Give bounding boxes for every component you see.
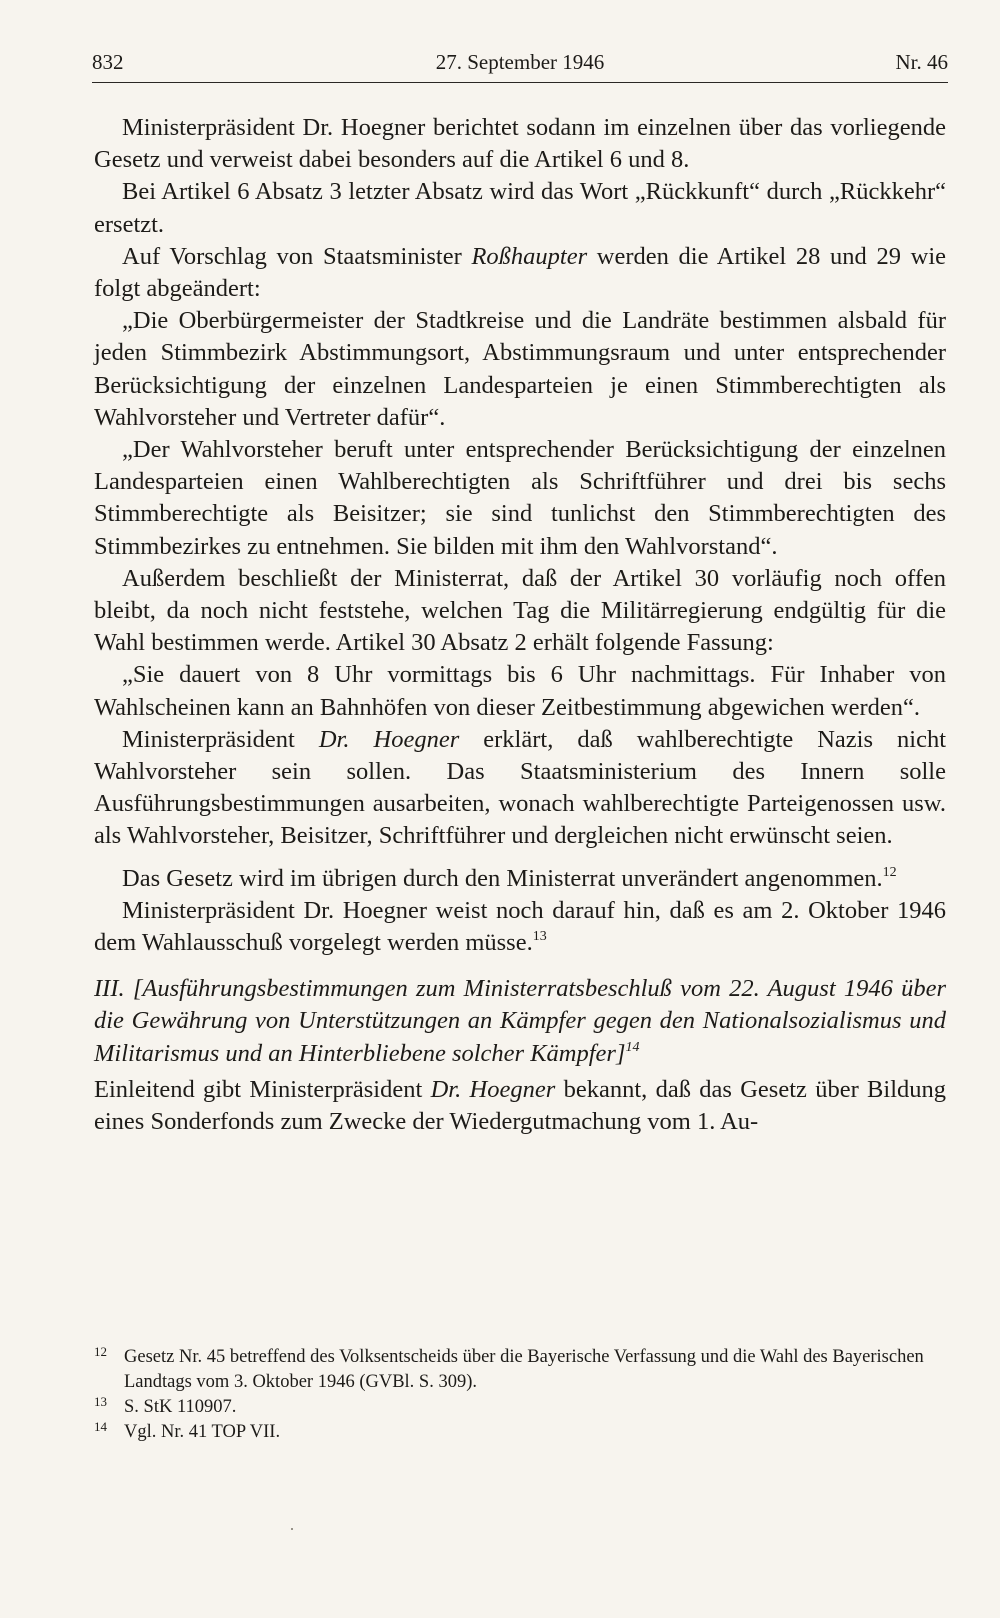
paragraph: Auf Vorschlag von Staatsminister Roßhaupter werden die Artikel 28 und 29 wie folgt abgeändert: <box>94 242 946 303</box>
section-heading: III. [Ausführungsbestimmungen zum Ministerratsbeschluß vom 22. August 1946 über die Gewährung von Unterstützungen an Kämpfer gegen den Nationalsozialismus und Militarismus und an Hinterbliebene solcher Kämpfer]$^{14}$ <box>94 975 946 1067</box>
footnotes <box>94 1345 946 1445</box>
footnote-text: S. StK 110907. <box>124 1397 237 1417</box>
quoted-article: „Sie dauert von 8 Uhr vormittags bis 6 Uhr nachmittags. Für Inhaber von Wahlscheinen kann an Bahnhöfen von dieser Zeitbestimmung abgewichen werden“. <box>94 661 946 721</box>
footnote-number: 14 <box>94 1419 107 1434</box>
minister-name: Dr. Hoegner <box>318 725 460 753</box>
page-number: 832 <box>92 50 124 74</box>
paragraph: Ministerpräsident Dr. Hoegner erklärt, daß wahlberechtigte Nazis nicht Wahlvorsteher sein sollen. Das Staatsministerium des Innern solle Ausführungsbestimmungen ausarbeiten, wonach wahlberechtigte Parteigenossen usw. als Wahlvorsteher, Beisitzer, Schriftführer und dergleichen nicht erwünscht seien. <box>94 725 947 850</box>
footnote <box>94 1395 946 1420</box>
paragraph: Bei Artikel 6 Absatz 3 letzter Absatz wird das Wort „Rückkunft“ durch „Rückkehr“ ersetzt. <box>94 178 946 238</box>
paragraph: Einleitend gibt Ministerpräsident Dr. Hoegner bekannt, daß das Gesetz über Bildung eines Sonderfonds zum Zwecke der Wiedergutmachung vom 1. Au- <box>94 1075 946 1136</box>
issue-number: Nr. 46 <box>895 50 948 74</box>
paragraph: Außerdem beschließt der Ministerrat, daß der Artikel 30 vorläufig noch offen bleibt, da noch nicht feststehe, welchen Tag die Militärregierung endgültig für die Wahl bestimmen werde. Artikel 30 Absatz 2 erhält folgende Fassung: <box>94 564 946 657</box>
footnote-text: Vgl. Nr. 41 TOP VII. <box>124 1422 281 1442</box>
footnote-number: 13 <box>94 1394 107 1409</box>
quoted-article: „Die Oberbürgermeister der Stadtkreise und die Landräte bestimmen alsbald für jeden Stimmbezirk Abstimmungsort, Abstimmungsraum und unter entsprechender Berücksichtigung der einzelnen Landesparteien je einen Stimmberechtigten als Wahlvorsteher und Vertreter dafür“. <box>94 307 946 431</box>
footnote <box>94 1345 946 1395</box>
paragraph: Ministerpräsident Dr. Hoegner weist noch darauf hin, daß es am 2. Oktober 1946 dem Wahlausschuß vorgelegt werden müsse.$^{13}$ <box>94 896 946 957</box>
footnote-ref: 13 <box>532 929 547 945</box>
paragraph: Ministerpräsident Dr. Hoegner berichtet sodann im einzelnen über das vorliegende Gesetz und verweist dabei besonders auf die Artikel 6 und 8. <box>94 114 946 174</box>
footnote-ref: 14 <box>625 1039 640 1055</box>
footnote-text: Gesetz Nr. 45 betreffend des Volksentscheids über die Bayerische Verfassung und die Wahl des Bayerischen Landtags vom 3. Oktober 1946 (GVBl. S. 309). <box>124 1347 924 1392</box>
quoted-article: „Der Wahlvorsteher beruft unter entsprechender Berücksichtigung der einzelnen Landesparteien einen Wahlberechtigten als Schriftführer und drei bis sechs Stimmberechtigte als Beisitzer; sie sind tunlichst den Stimmberechtigten des Stimmbezirkes zu entnehmen. Sie bilden mit ihm den Wahlvorstand“. <box>94 436 946 560</box>
footnote-number: 12 <box>94 1344 107 1359</box>
paragraph: Das Gesetz wird im übrigen durch den Ministerrat unverändert angenommen.$^{12}$ <box>122 864 897 892</box>
page-header <box>92 46 948 83</box>
footnote <box>94 1420 946 1445</box>
paper-speck <box>291 1528 293 1530</box>
header-date: 27. September 1946 <box>435 50 605 74</box>
minister-name: Dr. Hoegner <box>430 1075 556 1103</box>
minister-name: Roßhaupter <box>471 242 588 270</box>
main-text <box>94 112 946 1138</box>
footnote-ref: 12 <box>882 864 897 880</box>
